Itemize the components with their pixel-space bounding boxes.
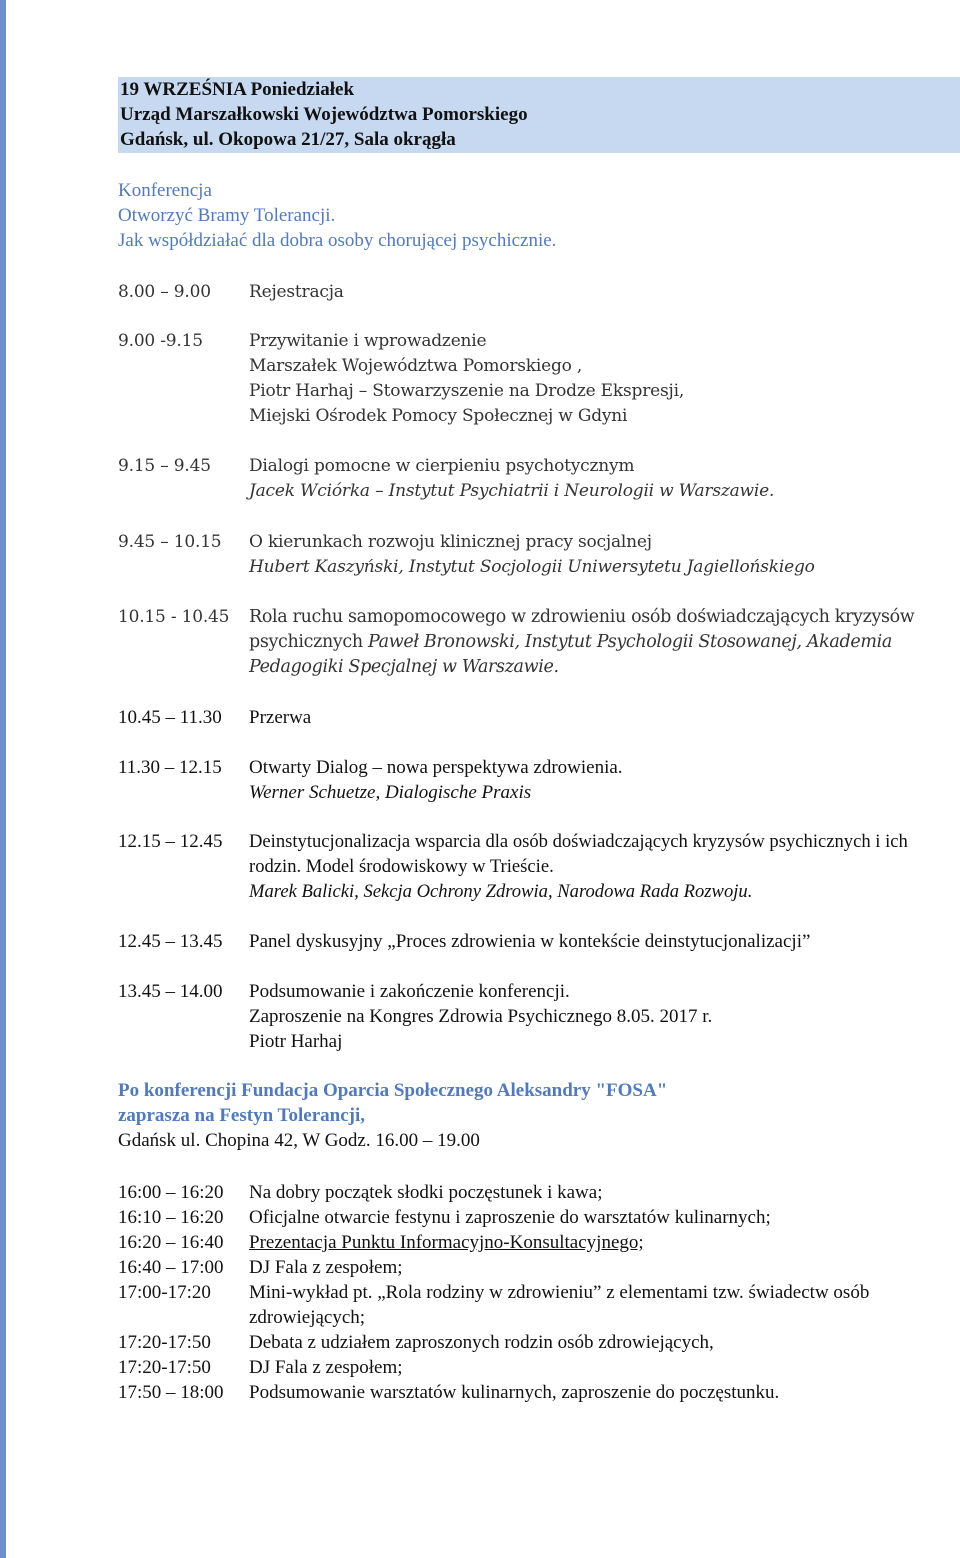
schedule-text: Podsumowanie warsztatów kulinarnych, zaproszenie do poczęstunku. (249, 1382, 780, 1403)
schedule-row (118, 1330, 960, 1355)
agenda-speaker: Marek Balicki, Sekcja Ochrony Zdrowia, Narodowa Rada Rozwoju. (249, 881, 753, 902)
schedule-row (118, 1230, 960, 1255)
header-date: 19 WRZEŚNIA Poniedziałek (120, 79, 355, 100)
conference-title (118, 178, 556, 253)
schedule-row (118, 1380, 960, 1405)
header-venue: Urząd Marszałkowski Województwa Pomorskiego (120, 104, 528, 125)
schedule-time: 16:20 – 16:40 (118, 1232, 224, 1253)
agenda-item (118, 929, 960, 954)
agenda-line: Miejski Ośrodek Pomocy Społecznej w Gdyni (249, 406, 628, 426)
agenda-item (118, 705, 960, 730)
festival-schedule (118, 1180, 960, 1405)
agenda-line: Piotr Harhaj – Stowarzyszenie na Drodze Ekspresji, (249, 381, 685, 401)
agenda-time: 12.45 – 13.45 (118, 931, 223, 952)
agenda-line: Dialogi pomocne w cierpieniu psychotycznym (249, 456, 635, 476)
schedule-text: DJ Fala z zespołem; (249, 1357, 403, 1378)
agenda-line: Marszałek Województwa Pomorskiego , (249, 356, 583, 376)
schedule-text: DJ Fala z zespołem; (249, 1257, 403, 1278)
agenda-item (118, 280, 960, 305)
conference-subtitle: Jak współdziałać dla dobra osoby chorującej psychicznie. (118, 230, 557, 251)
agenda-speaker: Jacek Wciórka – Instytut Psychiatrii i Neurologii w Warszawie. (249, 481, 775, 501)
schedule-time: 17:20-17:50 (118, 1332, 211, 1353)
agenda-time: 11.30 – 12.15 (118, 757, 222, 778)
agenda-item (118, 530, 960, 580)
agenda-time: 9.45 – 10.15 (118, 532, 222, 552)
schedule-time: 17:20-17:50 (118, 1357, 211, 1378)
schedule-row (118, 1355, 960, 1380)
schedule-time: 17:50 – 18:00 (118, 1382, 224, 1403)
schedule-text: Na dobry początek słodki poczęstunek i kawa; (249, 1182, 603, 1203)
festival-address: Gdańsk ul. Chopina 42, W Godz. 16.00 – 19.00 (118, 1130, 480, 1151)
schedule-time: 16:00 – 16:20 (118, 1182, 224, 1203)
agenda-speaker: Hubert Kaszyński, Instytut Socjologii Uniwersytetu Jagiellońskiego (249, 557, 815, 577)
agenda-time: 13.45 – 14.00 (118, 981, 223, 1002)
agenda-line: Przywitanie i wprowadzenie (249, 331, 487, 351)
agenda-line: Deinstytucjonalizacja wsparcia dla osób doświadczających kryzysów psychicznych i ich rodzin. Model środowiskowy w Trieście. (249, 831, 908, 877)
agenda-time: 12.15 – 12.45 (118, 831, 223, 852)
festival-heading (118, 1078, 667, 1128)
schedule-time: 17:00-17:20 (118, 1282, 211, 1303)
agenda-time: 9.00 -9.15 (118, 331, 203, 351)
agenda-item (118, 979, 960, 1054)
schedule-text: Oficjalne otwarcie festynu i zaproszenie do warsztatów kulinarnych; (249, 1207, 771, 1228)
conference-label: Konferencja (118, 180, 212, 201)
agenda-line: Podsumowanie i zakończenie konferencji. (249, 981, 570, 1002)
agenda-speaker: Paweł Bronowski, Instytut Psychologii Stosowanej, Akademia Pedagogiki Specjalnej w Warszawie. (249, 632, 892, 677)
agenda-line: Piotr Harhaj (249, 1031, 343, 1052)
agenda-line: O kierunkach rozwoju klinicznej pracy socjalnej (249, 532, 652, 552)
festival-title-line: Po konferencji Fundacja Oparcia Społecznego Aleksandry "FOSA" (118, 1080, 668, 1101)
agenda-time: 10.15 - 10.45 (118, 607, 230, 627)
schedule-time: 16:40 – 17:00 (118, 1257, 224, 1278)
agenda-speaker: Werner Schuetze, Dialogische Praxis (249, 782, 532, 803)
agenda-time: 8.00 – 9.00 (118, 282, 211, 302)
conference-name: Otworzyć Bramy Tolerancji. (118, 205, 336, 226)
schedule-text: Debata z udziałem zaproszonych rodzin osób zdrowiejących, (249, 1332, 714, 1353)
agenda-line: Panel dyskusyjny „Proces zdrowienia w kontekście deinstytucjonalizacji” (249, 931, 811, 952)
schedule-row (118, 1255, 960, 1280)
agenda-time: 10.45 – 11.30 (118, 707, 222, 728)
agenda-line: Przerwa (249, 707, 312, 728)
agenda-line: Zaproszenie na Kongres Zdrowia Psychicznego 8.05. 2017 r. (249, 1006, 713, 1027)
festival-title-line: zaprasza na Festyn Tolerancji, (118, 1105, 365, 1126)
schedule-row (118, 1205, 960, 1230)
agenda-item (118, 329, 960, 429)
agenda-item (118, 454, 960, 504)
left-margin-rule (0, 0, 6, 1558)
schedule-text: Mini-wykład pt. „Rola rodziny w zdrowieniu” z elementami tzw. świadectw osób zdrowiejących; (249, 1282, 870, 1328)
schedule-time: 16:10 – 16:20 (118, 1207, 224, 1228)
agenda-item (118, 829, 960, 904)
schedule-text-link[interactable]: Prezentacja Punktu Informacyjno-Konsultacyjnego; (249, 1232, 644, 1253)
agenda-line: Rola ruchu samopomocowego w zdrowieniu osób doświadczających kryzysów psychicznych (249, 607, 915, 652)
agenda-item (118, 605, 960, 680)
agenda-line: Otwarty Dialog – nowa perspektywa zdrowienia. (249, 757, 623, 778)
schedule-row (118, 1280, 960, 1330)
schedule-row (118, 1180, 960, 1205)
agenda-line: Rejestracja (249, 282, 344, 302)
event-header (118, 77, 960, 153)
header-address: Gdańsk, ul. Okopowa 21/27, Sala okrągła (120, 129, 456, 150)
agenda-time: 9.15 – 9.45 (118, 456, 211, 476)
agenda-item (118, 755, 960, 805)
